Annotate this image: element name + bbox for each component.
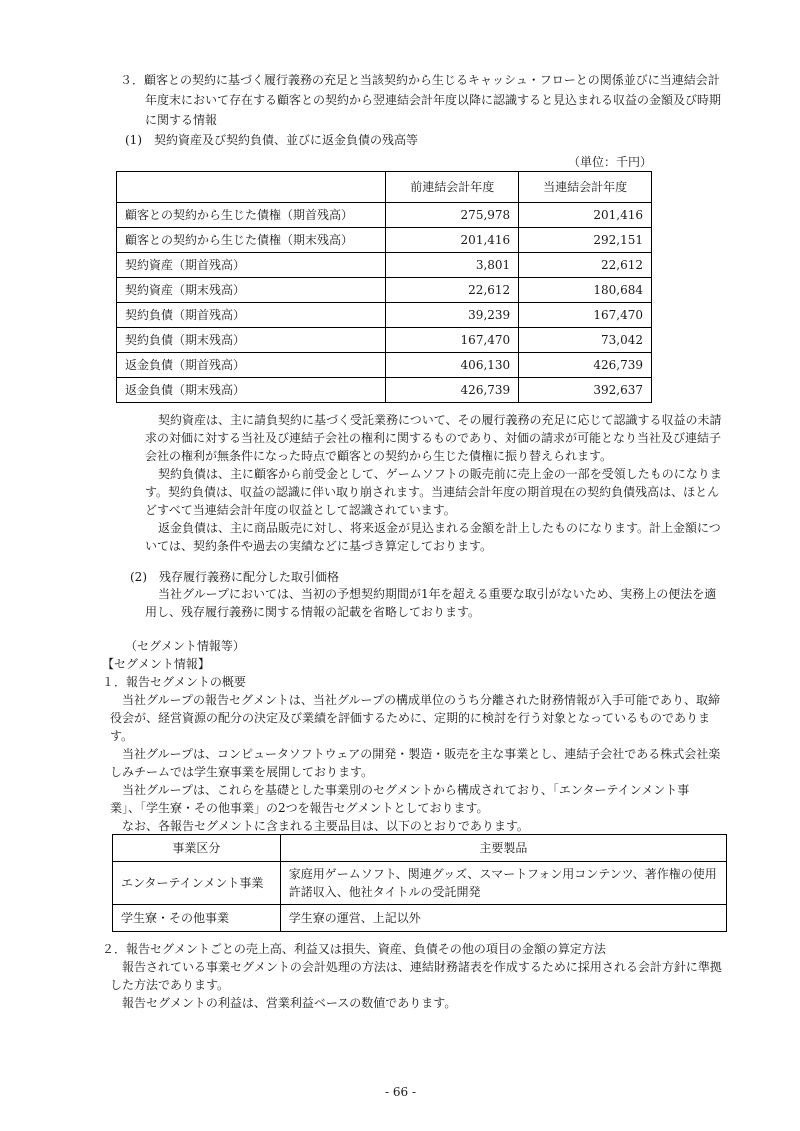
header-prev-year: 前連結会計年度 — [386, 172, 519, 203]
prev-value: 201,416 — [386, 228, 519, 253]
table-row — [117, 353, 652, 378]
prev-value: 22,612 — [386, 278, 519, 303]
segment-heading-1: １．報告セグメントの概要 — [102, 675, 246, 689]
seg-p1-line1: 当社グループの報告セグメントは、当社グループの構成単位のうち分離された財務情報が入手可能であり、取締 — [122, 693, 720, 707]
prev-value: 275,978 — [386, 203, 519, 228]
section3-heading-cont2: に関する情報 — [145, 113, 218, 127]
row-label: 顧客との契約から生じた債権（期首残高） — [117, 203, 386, 228]
table-header-row — [113, 835, 727, 862]
unit-label: （単位：千円） — [568, 155, 653, 169]
segment-products: 学生寮の運営、上記以外 — [280, 905, 726, 932]
section3-heading: ３．顧客との契約に基づく履行義務の充足と当該契約から生じるキャッシュ・フローとの関係並びに当連結会計 — [120, 73, 720, 87]
seg-p5-line2: した方法であります。 — [110, 978, 230, 992]
sub2-line1: 当社グループにおいては、当初の予想契約期間が1年を超える重要な取引がないため、実務上の便法を適 — [158, 587, 717, 601]
seg-p1-line3: す。 — [110, 729, 134, 743]
segment-name: 学生寮・その他事業 — [113, 905, 281, 932]
page-number: - 66 - — [385, 1085, 417, 1099]
para2-line2: す。契約負債は、収益の認識に伴い取り崩されます。当連結会計年度の期首現在の契約負債残高は、ほとん — [145, 485, 720, 499]
row-label: 契約負債（期首残高） — [117, 303, 386, 328]
curr-value: 22,612 — [519, 253, 652, 278]
seg-p4: なお、各報告セグメントに含まれる主要品目は、以下のとおりであります。 — [122, 819, 529, 833]
curr-value: 201,416 — [519, 203, 652, 228]
seg-p6: 報告セグメントの利益は、営業利益ベースの数値であります。 — [122, 996, 457, 1010]
subheading-1: (1) 契約資産及び契約負債、並びに返金負債の残高等 — [125, 133, 419, 147]
segment-products-table — [112, 834, 727, 932]
table-row — [117, 203, 652, 228]
segment-bracket-heading: 【セグメント情報】 — [102, 657, 210, 671]
para3-line1: 返金負債は、主に商品販売に対し、将来返金が見込まれる金額を計上したものになります。計上金額につ — [158, 521, 721, 535]
balance-table — [116, 171, 652, 403]
seg-p3-line1: 当社グループは、これらを基礎とした事業別のセグメントから構成されており、「エンターテインメント事 — [122, 783, 690, 797]
row-label: 顧客との契約から生じた債権（期末残高） — [117, 228, 386, 253]
curr-value: 73,042 — [519, 328, 652, 353]
curr-value: 167,470 — [519, 303, 652, 328]
prev-value: 167,470 — [386, 328, 519, 353]
row-label: 契約資産（期末残高） — [117, 278, 386, 303]
curr-value: 292,151 — [519, 228, 652, 253]
table-row — [117, 278, 652, 303]
row-label: 返金負債（期首残高） — [117, 353, 386, 378]
row-label: 契約負債（期末残高） — [117, 328, 386, 353]
curr-value: 426,739 — [519, 353, 652, 378]
sub2-line2: 用し、残存履行義務に関する情報の記載を省略しております。 — [145, 605, 481, 619]
row-label: 契約資産（期首残高） — [117, 253, 386, 278]
curr-value: 392,637 — [519, 378, 652, 403]
prev-value: 3,801 — [386, 253, 519, 278]
para1-line1: 契約資産は、主に請負契約に基づく受託業務について、その履行義務の充足に応じて認識する収益の未請 — [158, 413, 722, 427]
table-row — [113, 905, 727, 932]
row-label: 返金負債（期末残高） — [117, 378, 386, 403]
segment-name: エンターテインメント事業 — [113, 862, 281, 905]
seg-p2-line1: 当社グループは、コンピュータソフトウェアの開発・製造・販売を主な事業とし、連結子会社である株式会社楽 — [122, 747, 721, 761]
segment-heading-2: ２．報告セグメントごとの売上高、利益又は損失、資産、負債その他の項目の金額の算定方法 — [102, 942, 606, 956]
header-segment: 事業区分 — [113, 835, 281, 862]
para2-line1: 契約負債は、主に顧客から前受金として、ゲームソフトの販売前に売上金の一部を受領したものになりま — [158, 467, 722, 481]
prev-value: 426,739 — [386, 378, 519, 403]
seg-p2-line2: しみチームでは学生寮事業を展開しております。 — [110, 765, 374, 779]
seg-p1-line2: 役会が、経営資源の配分の決定及び業績を評価するために、定期的に検討を行う対象となっているものでありま — [110, 711, 711, 725]
curr-value: 180,684 — [519, 278, 652, 303]
seg-p5-line1: 報告されている事業セグメントの会計処理の方法は、連結財務諸表を作成するために採用される会計方針に準拠 — [122, 960, 722, 974]
prev-value: 406,130 — [386, 353, 519, 378]
table-row — [117, 378, 652, 403]
para1-line3: 会社の権利が無条件になった時点で顧客との契約から生じた債権に振り替えられます。 — [145, 449, 613, 463]
table-header-row — [117, 172, 652, 203]
table-row — [117, 228, 652, 253]
segment-products: 家庭用ゲームソフト、関連グッズ、スマートフォン用コンテンツ、著作権の使用許諾収入、他社タイトルの受託開発 — [280, 862, 726, 905]
segment-section-label: （セグメント情報等） — [125, 639, 245, 653]
para3-line2: いては、契約条件や過去の実績などに基づき算定しております。 — [145, 539, 493, 553]
para1-line2: 求の対価に対する当社及び連結子会社の権利に関するものであり、対価の請求が可能となり当社及び連結子 — [145, 431, 722, 445]
header-curr-year: 当連結会計年度 — [519, 172, 652, 203]
table-row — [117, 328, 652, 353]
section3-heading-cont1: 年度末において存在する顧客との契約から翌連結会計年度以降に認識すると見込まれる収益の金額及び時期 — [145, 93, 722, 107]
header-blank — [117, 172, 386, 203]
header-products: 主要製品 — [280, 835, 726, 862]
para2-line3: どすべて当連結会計年度の収益として認識されています。 — [145, 503, 456, 517]
table-row — [117, 253, 652, 278]
table-row — [113, 862, 727, 905]
prev-value: 39,239 — [386, 303, 519, 328]
subheading-2: (2) 残存履行義務に配分した取引価格 — [130, 570, 339, 584]
table-row — [117, 303, 652, 328]
seg-p3-line2: 業」、「学生寮・その他事業」の2つを報告セグメントとしております。 — [110, 801, 489, 815]
